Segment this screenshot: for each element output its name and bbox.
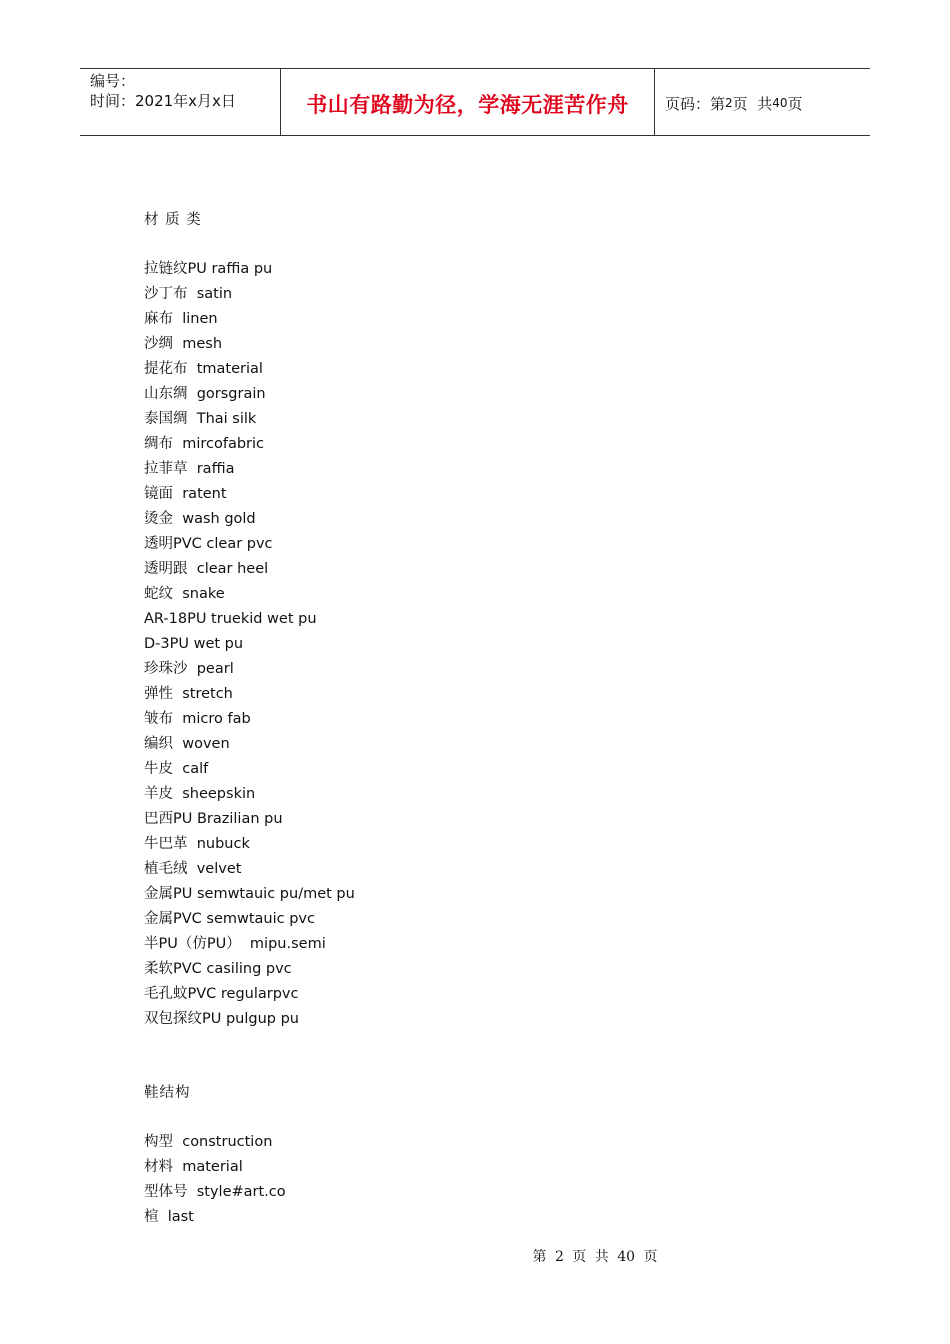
list-item: 羊皮 sheepskin <box>144 786 256 802</box>
list-item: D-3PU wet pu <box>144 636 244 652</box>
list-item: 拉链纹PU raffia pu <box>144 261 273 277</box>
header-motto-cell <box>281 69 655 135</box>
list-item: 弹性 stretch <box>144 686 233 702</box>
list-item: AR-18PU truekid wet pu <box>144 611 317 627</box>
list-item: 金属PU semwtauic pu/met pu <box>144 886 355 902</box>
list-item: 材料 material <box>144 1159 243 1175</box>
list-item: 牛皮 calf <box>144 761 209 777</box>
list-item: 提花布 tmaterial <box>144 361 263 377</box>
section-title-shoe-structure: 鞋结构 <box>144 1085 191 1101</box>
page-suffix: 页 <box>787 94 803 113</box>
list-item: 毛孔蚊PVC regularpvc <box>144 986 299 1002</box>
list-item: 双包探纹PU pulgup pu <box>144 1011 299 1027</box>
section-title-materials: 材 质 类 <box>144 212 202 228</box>
list-item: 型体号 style#art.co <box>144 1184 286 1200</box>
header-page-cell <box>655 69 870 135</box>
list-item: 植毛绒 velvet <box>144 861 242 877</box>
list-item: 山东绸 gorsgrain <box>144 386 266 402</box>
list-item: 珍珠沙 pearl <box>144 661 234 677</box>
list-item: 透明PVC clear pvc <box>144 536 273 552</box>
list-item: 透明跟 clear heel <box>144 561 269 577</box>
list-item: 金属PVC semwtauic pvc <box>144 911 315 927</box>
page-header <box>80 68 870 136</box>
list-item: 巴西PU Brazilian pu <box>144 811 283 827</box>
page-footer: 第 2 页 共 40 页 <box>532 1249 658 1265</box>
list-item: 拉菲草 raffia <box>144 461 235 477</box>
list-item: 绸布 mircofabric <box>144 436 265 452</box>
materials-list <box>144 257 355 1032</box>
page-mid: 页 共 <box>732 94 773 113</box>
list-item: 蛇纹 snake <box>144 586 225 602</box>
list-item: 镜面 ratent <box>144 486 227 502</box>
list-item: 柔软PVC casiling pvc <box>144 961 292 977</box>
document-body <box>144 208 355 1230</box>
serial-label: 编号： <box>90 72 136 90</box>
list-item: 沙绸 mesh <box>144 336 223 352</box>
list-item: 沙丁布 satin <box>144 286 233 302</box>
header-meta-cell <box>80 69 281 135</box>
time-label: 时间：2021年x月x日 <box>90 92 236 110</box>
list-item: 牛巴革 nubuck <box>144 836 250 852</box>
list-item: 皱布 micro fab <box>144 711 251 727</box>
list-item: 烫金 wash gold <box>144 511 256 527</box>
page-prefix: 页码：第 <box>665 94 726 113</box>
motto-text: 书山有路勤为径，学海无涯苦作舟 <box>306 93 629 117</box>
list-item: 麻布 linen <box>144 311 218 327</box>
list-item: 半PU（仿PU） mipu.semi <box>144 936 326 952</box>
list-item: 编织 woven <box>144 736 230 752</box>
list-item: 泰国绸 Thai silk <box>144 411 257 427</box>
list-item: 构型 construction <box>144 1134 273 1150</box>
page-total: 40 <box>772 96 788 110</box>
page-current: 2 <box>725 96 733 110</box>
list-item: 楦 last <box>144 1209 194 1225</box>
shoe-structure-list <box>144 1130 355 1230</box>
